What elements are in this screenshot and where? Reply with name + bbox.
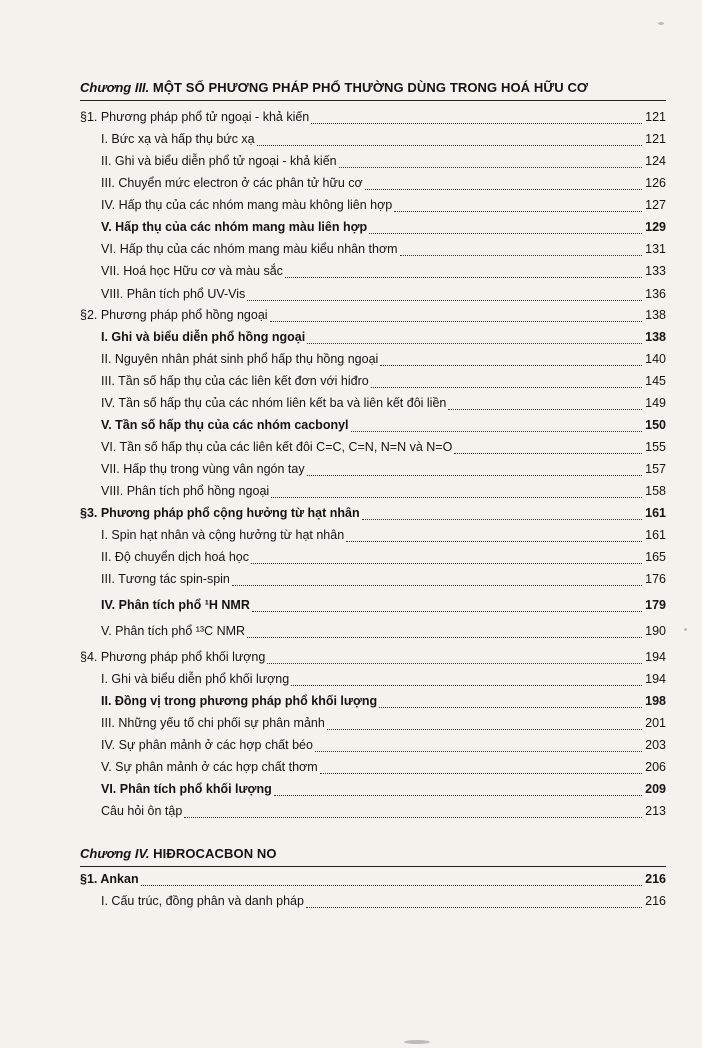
dot-leader [454,442,642,454]
toc-entry [80,506,666,520]
dot-leader [346,530,642,542]
toc-entry-title: V. Hấp thụ của các nhóm mang màu liên hợp [101,220,368,234]
toc-entry-title: V. Sự phân mảnh ở các hợp chất thơm [101,760,318,774]
toc-entry-title: III. Chuyển mức electron ở các phân tử hữu cơ [101,176,363,190]
toc-entry [101,782,666,796]
toc-entry-page: 121 [645,132,666,146]
dot-leader [320,762,642,774]
chapter-3-label: Chương III. [80,80,150,95]
toc-entry-title: VII. Hấp thụ trong vùng vân ngón tay [101,462,305,476]
dot-leader [315,740,642,752]
toc-entry-title: §1. Ankan [80,872,139,886]
toc-entry-page: 161 [645,528,666,542]
dot-leader [306,896,642,908]
toc-entry-title: §3. Phương pháp phổ cộng hưởng từ hạt nhân [80,506,360,520]
toc-entry [101,694,666,708]
chapter-4-title: HIĐROCACBON NO [153,846,277,861]
toc-entry-page: 149 [645,396,666,410]
toc-entry-page: 158 [645,484,666,498]
toc-entry-page: 216 [645,894,666,908]
toc-entry-title: V. Tần số hấp thụ của các nhóm cacbonyl [101,418,349,432]
dot-leader [327,718,642,730]
dot-leader [285,266,642,278]
toc-entry-page: 194 [645,650,666,664]
toc-entry [80,650,666,664]
dot-leader [307,332,642,344]
dot-leader [291,674,642,686]
toc-entry-title: I. Ghi và biểu diễn phổ hồng ngoại [101,330,306,344]
dot-leader [247,289,642,301]
dot-leader [307,464,642,476]
toc-entry [101,528,666,542]
toc-entry [101,738,666,752]
toc-entry-title: II. Nguyên nhân phát sinh phổ hấp thụ hồng ngoại [101,352,379,366]
toc-entry-page: 209 [645,782,666,796]
toc-entry [101,374,666,388]
dot-leader [141,874,642,886]
toc-entry [101,804,666,818]
toc-entry-title: IV. Tần số hấp thụ của các nhóm liên kết ba và liên kết đôi liền [101,396,447,410]
toc-entry-page: 206 [645,760,666,774]
dot-leader [267,652,642,664]
toc-entry-title: I. Cấu trúc, đồng phân và danh pháp [101,894,304,908]
toc-entry-title: IV. Phân tích phổ ¹H NMR [101,598,250,612]
toc-entry-page: 121 [645,110,666,124]
toc-entry-title: VIII. Phân tích phổ UV-Vis [101,287,246,301]
toc-entry-page: 194 [645,672,666,686]
toc-entry [101,242,666,256]
toc-entry [101,440,666,454]
toc-entry-page: 136 [645,287,666,301]
toc-entry [101,176,666,190]
toc-entry-title: VI. Tần số hấp thụ của các liên kết đôi C=C, C=N, N=N và N=O [101,440,453,454]
toc-entry [80,872,666,886]
dot-leader [257,134,642,146]
toc-entry-page: 203 [645,738,666,752]
toc-entry-title: §2. Phương pháp phổ hồng ngoại [80,308,268,322]
toc-entry [101,198,666,212]
toc-entry-page: 138 [645,308,666,322]
dot-leader [339,156,642,168]
toc-entry-title: VI. Phân tích phổ khối lượng [101,782,272,796]
chapter-3-heading [80,80,670,95]
toc-entry-page: 145 [645,374,666,388]
dot-leader [365,178,642,190]
chapter-4-label: Chương IV. [80,846,150,861]
toc-entry-title: I. Spin hạt nhân và cộng hưởng từ hạt nhân [101,528,345,542]
toc-entry [101,330,666,344]
toc-entry-title: III. Những yếu tố chi phối sự phân mảnh [101,716,325,730]
dot-leader [400,244,642,256]
toc-entry-page: 161 [645,506,666,520]
paper-speck [404,1040,430,1044]
toc-entry-page: 179 [645,598,666,612]
toc-entry-page: 155 [645,440,666,454]
toc-entry-title: I. Ghi và biểu diễn phổ khối lượng [101,672,290,686]
toc-entry-title: §1. Phương pháp phổ tử ngoại - khả kiến [80,110,310,124]
toc-entry-title: I. Bức xạ và hấp thụ bức xạ [101,132,255,146]
dot-leader [274,784,642,796]
toc-entry [101,154,666,168]
dot-leader [311,112,642,124]
chapter-4-rule [80,866,666,867]
toc-entry-title: Câu hỏi ôn tập [101,804,183,818]
toc-entry [101,287,666,301]
toc-entry-page: 138 [645,330,666,344]
toc-entry-page: 129 [645,220,666,234]
toc-entry [101,352,666,366]
chapter-3-title: MỘT SỐ PHƯƠNG PHÁP PHỔ THƯỜNG DÙNG TRONG HOÁ HỮU CƠ [152,80,589,95]
toc-entry-title: III. Tương tác spin-spin [101,572,230,586]
toc-entry [101,598,666,612]
toc-entry-page: 213 [645,804,666,818]
toc-entry-page: 127 [645,198,666,212]
toc-entry-title: §4. Phương pháp phổ khối lượng [80,650,266,664]
toc-entry-title: VI. Hấp thụ của các nhóm mang màu kiểu nhân thơm [101,242,398,256]
toc-entry [101,760,666,774]
toc-entry-title: II. Đồng vị trong phương pháp phổ khối lượng [101,694,378,708]
toc-entry-page: 176 [645,572,666,586]
toc-entry-title: VIII. Phân tích phổ hồng ngoại [101,484,270,498]
dot-leader [270,310,642,322]
toc-entry [101,484,666,498]
toc-entry [101,220,666,234]
dot-leader [362,508,642,520]
toc-entry-page: 133 [645,264,666,278]
toc-entry-page: 190 [645,624,666,638]
dot-leader [184,806,642,818]
toc-entry [101,716,666,730]
toc-entry [101,462,666,476]
dot-leader [232,574,642,586]
dot-leader [369,222,642,234]
chapter-4-heading [80,846,670,861]
chapter-3-rule [80,100,666,101]
dot-leader [351,420,642,432]
toc-entry-page: 131 [645,242,666,256]
dot-leader [252,600,642,612]
paper-speck [684,628,687,631]
dot-leader [271,486,642,498]
toc-entry [80,110,666,124]
toc-entry [101,132,666,146]
toc-entry-page: 201 [645,716,666,730]
toc-entry-title: II. Độ chuyển dịch hoá học [101,550,250,564]
dot-leader [371,376,642,388]
toc-entry-page: 150 [645,418,666,432]
toc-entry-title: V. Phân tích phổ ¹³C NMR [101,624,246,638]
toc-entry [101,572,666,586]
dot-leader [379,696,642,708]
toc-entry [80,308,666,322]
dot-leader [247,626,642,638]
toc-entry-title: III. Tần số hấp thụ của các liên kết đơn với hiđro [101,374,369,388]
toc-entry-page: 126 [645,176,666,190]
toc-entry [101,894,666,908]
toc-entry-page: 140 [645,352,666,366]
dot-leader [251,552,642,564]
toc-entry [101,550,666,564]
toc-entry-page: 216 [645,872,666,886]
toc-entry-title: VII. Hoá học Hữu cơ và màu sắc [101,264,283,278]
dot-leader [448,398,642,410]
toc-entry-title: IV. Sự phân mảnh ở các hợp chất béo [101,738,313,752]
dot-leader [394,200,642,212]
toc-entry [101,624,666,638]
toc-entry [101,396,666,410]
dot-leader [380,354,642,366]
toc-entry-page: 165 [645,550,666,564]
toc-entry-page: 124 [645,154,666,168]
toc-entry [101,418,666,432]
toc-entry [101,264,666,278]
toc-entry-page: 157 [645,462,666,476]
paper-speck [658,22,664,25]
toc-entry-page: 198 [645,694,666,708]
toc-entry [101,672,666,686]
toc-entry-title: II. Ghi và biểu diễn phổ tử ngoại - khả kiến [101,154,337,168]
toc-entry-title: IV. Hấp thụ của các nhóm mang màu không liên hợp [101,198,393,212]
